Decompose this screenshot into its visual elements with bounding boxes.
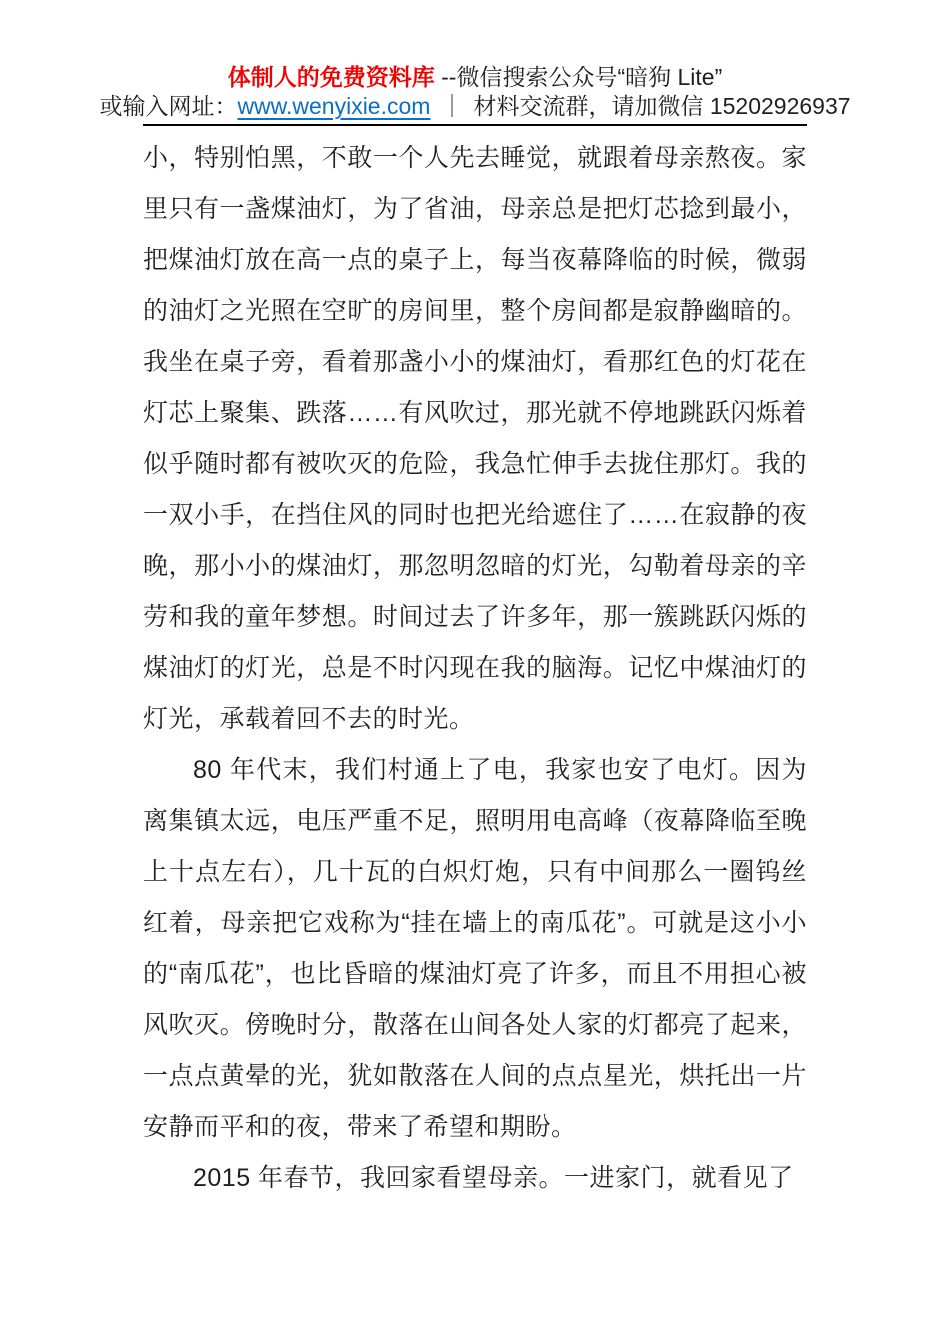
paragraph-1: 小，特别怕黑，不敢一个人先去睡觉，就跟着母亲熬夜。家里只有一盏煤油灯，为了省油，母亲总是把灯芯捻到最小，把煤油灯放在高一点的桌子上，每当夜幕降临的时候，微弱的油灯之光照在空旷的房间里，整个房间都是寂静幽暗的。我坐在桌子旁，看着那盏小小的煤油灯，看那红色的灯花在灯芯上聚集、跌落……有风吹过，那光就不停地跳跃闪烁着似乎随时都有被吹灭的危险，我急忙伸手去拢住那灯。我的一双小手，在挡住风的同时也把光给遮住了……在寂静的夜晚，那小小的煤油灯，那忽明忽暗的灯光，勾勒着母亲的辛劳和我的童年梦想。时间过去了许多年，那一簇跳跃闪烁的煤油灯的灯光，总是不时闪现在我的脑海。记忆中煤油灯的灯光，承载着回不去的时光。 <box>143 144 807 733</box>
paragraph-2: 80 年代末，我们村通上了电，我家也安了电灯。因为离集镇太远，电压严重不足，照明用电高峰（夜幕降临至晚上十点左右），几十瓦的白炽灯炮，只有中间那么一圈钨丝红着，母亲把它戏称为“挂在墙上的南瓜花”。可就是这小小的“南瓜花”，也比昏暗的煤油灯亮了许多，而且不用担心被风吹灭。傍晚时分，散落在山间各处人家的灯都亮了起来，一点点黄晕的光，犹如散落在人间的点点星光，烘托出一片安静而平和的夜，带来了希望和期盼。 <box>143 756 807 1141</box>
page-header <box>0 64 950 126</box>
header-line-2 <box>0 93 950 120</box>
separator-bar: ｜ <box>440 93 464 119</box>
website-link[interactable]: www.wenyixie.com <box>237 93 431 119</box>
paragraph-3: 2015 年春节，我回家看望母亲。一进家门，就看见了 <box>193 1164 794 1192</box>
brand-subtitle: --微信搜索公众号“暗狗 Lite” <box>434 64 723 90</box>
header-divider <box>143 124 807 126</box>
url-prefix-label: 或输入网址： <box>99 93 238 119</box>
contact-label: 材料交流群，请加微信 15202926937 <box>473 93 851 119</box>
header-line-1 <box>0 64 950 91</box>
brand-title: 体制人的免费资料库 <box>227 64 435 90</box>
document-body <box>143 133 807 1204</box>
